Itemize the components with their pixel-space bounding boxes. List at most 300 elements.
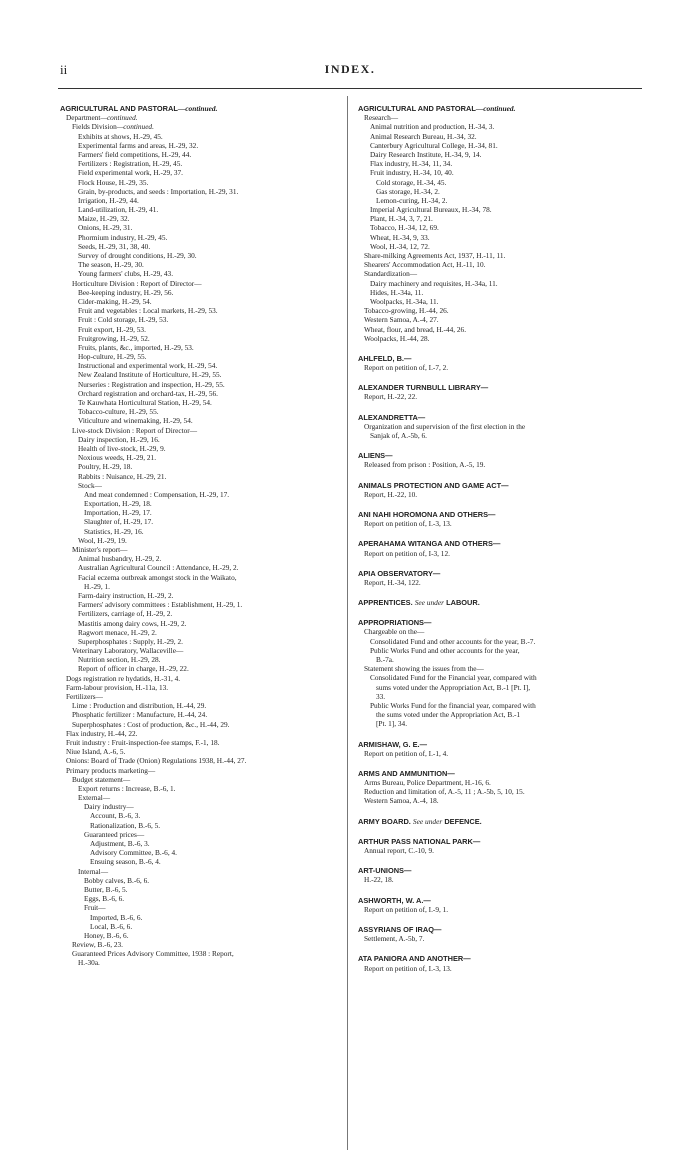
- index-entry: [358, 269, 648, 278]
- entry-text: Bobby calves, B.-6, 6.: [84, 875, 150, 885]
- heading-text: ANI NAHI HOROMONA AND OTHERS—: [358, 509, 496, 519]
- entry-text: Te Kauwhata Horticultural Station, H.-29, 54.: [78, 398, 212, 407]
- index-entry: [60, 775, 340, 784]
- entry-text: Grain, by-products, and seeds : Importation, H.-29, 31.: [78, 186, 239, 196]
- entry-gap: [358, 607, 648, 618]
- index-entry: [60, 315, 340, 324]
- index-entry: [358, 187, 648, 196]
- entry-text: Wool, H.-29, 19.: [78, 535, 127, 545]
- entry-text: Report, H.-34, 122.: [364, 577, 421, 587]
- entry-text: Facial eczema outbreak amongst stock in the Waikato,: [78, 572, 237, 582]
- entry-text: Tobacco-growing, H.-44, 26.: [364, 306, 449, 316]
- entry-text: Fruit industry, H.-34, 10, 40.: [370, 168, 454, 178]
- entry-text: Seeds, H.-29, 31, 38, 40.: [78, 241, 151, 251]
- index-entry: [60, 563, 340, 572]
- entry-text: Review, B.-6, 23.: [72, 940, 124, 950]
- index-entry: [358, 214, 648, 223]
- index-entry: [60, 416, 340, 425]
- index-entry: [358, 787, 648, 796]
- entry-text: Viticulture and winemaking, H.-29, 54.: [78, 416, 193, 426]
- entry-text: Rabbits : Nuisance, H.-29, 21.: [78, 471, 167, 481]
- index-entry: [60, 545, 340, 554]
- index-entry: [358, 325, 648, 334]
- index-heading: [358, 539, 648, 548]
- entry-text: Health of live-stock, H.-29, 9.: [78, 443, 166, 453]
- entry-text: Onions, H.-29, 31.: [78, 223, 133, 233]
- heading-text: APIA OBSERVATORY—: [358, 568, 441, 578]
- entry-text: Gas storage, H.-34, 2.: [376, 186, 440, 196]
- entry-gap: [358, 855, 648, 866]
- entry-text: Noxious weeds, H.-29, 21.: [78, 453, 157, 463]
- entry-text: Lime : Production and distribution, H.-44, 29.: [72, 701, 207, 711]
- entry-gap: [358, 758, 648, 769]
- index-entry: [60, 913, 340, 922]
- entry-gap: [358, 729, 648, 740]
- index-entry: [60, 398, 340, 407]
- index-entry: [60, 453, 340, 462]
- entry-text: Fruits, plants, &c., imported, H.-29, 53.: [78, 342, 194, 352]
- entry-text: Public Works Fund and other accounts for the year,: [370, 645, 520, 655]
- entry-text: Wheat, flour, and bread, H.-44, 26.: [364, 324, 467, 334]
- entry-text: [Pt. 1], 34.: [376, 719, 408, 729]
- entry-text: Statistics, H.-29, 16.: [84, 526, 144, 536]
- continued-label: —continued.: [177, 104, 218, 113]
- index-heading: [358, 896, 648, 905]
- index-entry: [60, 370, 340, 379]
- entry-gap: [358, 402, 648, 413]
- index-entry: [358, 710, 648, 719]
- entry-text: Animal husbandry, H.-29, 2.: [78, 554, 162, 564]
- column-divider: [347, 96, 348, 1150]
- page-title: INDEX.: [324, 62, 376, 76]
- entry-text: Fertilizers—: [66, 692, 103, 701]
- index-entry: [60, 876, 340, 885]
- entry-text: Imported, B.-6, 6.: [90, 912, 143, 922]
- entry-gap: [358, 943, 648, 954]
- index-entry: [60, 710, 340, 719]
- heading-text: APERAHAMA WITANGA AND OTHERS—: [358, 539, 501, 549]
- entry-text: Butter, B.-6, 5.: [84, 884, 128, 894]
- entry-text: Primary products marketing—: [66, 765, 156, 775]
- entry-text: Dairy Research Institute, H.-34, 9, 14.: [370, 149, 482, 159]
- entry-text: Mastitis among dairy cows, H.-29, 2.: [78, 618, 187, 628]
- index-entry: [60, 168, 340, 177]
- entry-text: Stock—: [78, 480, 102, 490]
- index-entry: [60, 885, 340, 894]
- index-entry: [60, 462, 340, 471]
- index-entry: [358, 122, 648, 131]
- index-entry: [358, 934, 648, 943]
- entry-text: Organization and supervision of the first election in the: [364, 421, 526, 431]
- entry-text: Farmers' advisory committees : Establishment, H.-29, 1.: [78, 600, 243, 610]
- page-header: [0, 0, 700, 90]
- entry-text: Report on petition of, I.-7, 2.: [364, 363, 449, 373]
- index-entry: [60, 931, 340, 940]
- index-entry: [60, 958, 340, 967]
- index-entry: [60, 196, 340, 205]
- page-number: ii: [60, 62, 68, 77]
- heading-text: ASSYRIANS OF IRAQ—: [358, 924, 442, 934]
- entry-text: Australian Agricultural Council : Attendance, H.-29, 2.: [78, 563, 239, 573]
- index-entry: [358, 422, 648, 431]
- index-entry: [60, 536, 340, 545]
- entry-text: Fruit industry : Fruit-inspection-fee stamps, F.-1, 18.: [66, 737, 220, 747]
- entry-text: Fruitgrowing, H.-29, 52.: [78, 333, 150, 343]
- index-entry: [60, 260, 340, 269]
- entry-text: Horticulture Division : Report of Director—: [72, 278, 202, 288]
- entry-gap: [358, 914, 648, 925]
- index-entry: [60, 802, 340, 811]
- index-entry: [60, 940, 340, 949]
- index-entry: [60, 242, 340, 251]
- entry-gap: [358, 372, 648, 383]
- index-entry: [60, 628, 340, 637]
- index-entry: [60, 701, 340, 710]
- index-entry: [60, 325, 340, 334]
- index-entry: [60, 499, 340, 508]
- index-heading: [358, 817, 648, 826]
- entry-text: The season, H.-29, 30.: [78, 260, 144, 270]
- index-entry: [60, 214, 340, 223]
- index-entry: [60, 426, 340, 435]
- index-heading: [358, 481, 648, 490]
- index-entry: [358, 392, 648, 401]
- index-entry: [60, 600, 340, 609]
- entry-text: Orchard registration and orchard-tax, H.-29, 56.: [78, 388, 219, 398]
- continued-label: —continued.: [100, 113, 138, 123]
- index-entry: [60, 720, 340, 729]
- index-entry: [60, 766, 340, 775]
- entry-text: Farm-dairy instruction, H.-29, 2.: [78, 590, 174, 600]
- entry-text: Plant, H.-34, 3, 7, 21.: [370, 214, 433, 224]
- heading-text: ALEXANDRETTA—: [358, 412, 426, 422]
- index-entry: [358, 141, 648, 150]
- index-heading: [358, 954, 648, 963]
- heading-text: ARMISHAW, G. E.—: [358, 739, 427, 749]
- entry-gap: [358, 826, 648, 837]
- entry-text: Farm-labour provision, H.-11a, 13.: [66, 682, 169, 692]
- index-entry: [60, 857, 340, 866]
- entry-text: Report, H.-22, 22.: [364, 392, 418, 402]
- index-column-left: [60, 104, 340, 968]
- entry-text: Irrigation, H.-29, 44.: [78, 195, 139, 205]
- index-entry: [60, 738, 340, 747]
- entry-text: Onions: Board of Trade (Onion) Regulations 1938, H.-44, 27.: [66, 756, 247, 766]
- entry-text: Standardization—: [364, 269, 418, 279]
- entry-text: Nurseries : Registration and inspection, H.-29, 55.: [78, 379, 225, 389]
- continued-label: —continued.: [116, 122, 154, 132]
- index-entry: [60, 637, 340, 646]
- index-entry: [358, 288, 648, 297]
- entry-text: sums voted under the Appropriation Act, B.-1 [Pt. I],: [376, 682, 531, 692]
- heading-text: APPRENTICES.: [358, 598, 413, 608]
- index-entry: [358, 549, 648, 558]
- entry-text: Lemon-curing, H.-34, 2.: [376, 195, 448, 205]
- index-entry: [358, 655, 648, 664]
- index-entry: [358, 719, 648, 728]
- entry-text: Budget statement—: [72, 774, 131, 784]
- index-entry: [358, 778, 648, 787]
- heading-text: ASHWORTH, W. A.—: [358, 895, 431, 905]
- index-heading: [358, 451, 648, 460]
- entry-text: Fruit and vegetables : Local markets, H.-29, 53.: [78, 306, 218, 316]
- index-entry: [60, 380, 340, 389]
- entry-text: Consolidated Fund and other accounts for the year, B.-7.: [370, 636, 536, 646]
- entry-text: Rationalization, B.-6, 5.: [90, 820, 161, 830]
- entry-text: Annual report, C.-10, 9.: [364, 846, 434, 855]
- index-entry: [60, 361, 340, 370]
- index-entry: [358, 178, 648, 187]
- index-entry: [358, 664, 648, 673]
- entry-text: Survey of drought conditions, H.-29, 30.: [78, 251, 197, 260]
- index-entry: [60, 609, 340, 618]
- index-entry: [60, 352, 340, 361]
- entry-text: Hides, H.-34a, 11.: [370, 287, 424, 297]
- index-entry: [358, 315, 648, 324]
- index-entry: [60, 949, 340, 958]
- continued-label: —continued.: [475, 104, 516, 113]
- entry-text: Slaughter of, H.-29, 17.: [84, 517, 154, 527]
- index-heading: [358, 837, 648, 846]
- entry-text: the sums voted under the Appropriation Act, B.-1: [376, 710, 521, 720]
- index-entry: [358, 964, 648, 973]
- index-entry: [358, 223, 648, 232]
- index-heading: [358, 413, 648, 422]
- index-entry: [60, 830, 340, 839]
- index-entry: [60, 573, 340, 582]
- index-entry: [60, 233, 340, 242]
- entry-text: Poultry, H.-29, 18.: [78, 462, 133, 472]
- index-entry: [60, 178, 340, 187]
- index-heading: [358, 354, 648, 363]
- cross-reference: LABOUR.: [446, 598, 480, 608]
- heading-text: ART-UNIONS—: [358, 866, 412, 876]
- index-entry: [60, 334, 340, 343]
- entry-text: Public Works Fund for the financial year, compared with: [370, 700, 536, 710]
- entry-text: Wheat, H.-34, 9, 33.: [370, 232, 430, 242]
- index-entry: [60, 141, 340, 150]
- index-entry: [60, 674, 340, 683]
- index-entry: [60, 269, 340, 278]
- index-heading: [358, 740, 648, 749]
- entry-text: Fruit : Cold storage, H.-29, 53.: [78, 315, 169, 325]
- index-entry: [60, 517, 340, 526]
- entry-text: Land-utilization, H.-29, 41.: [78, 205, 159, 215]
- index-entry: [358, 132, 648, 141]
- index-entry: [60, 619, 340, 628]
- entry-gap: [358, 470, 648, 481]
- index-entry: [60, 187, 340, 196]
- entry-text: Fertilizers : Registration, H.-29, 45.: [78, 159, 183, 169]
- index-entry: [358, 701, 648, 710]
- index-entry: [60, 811, 340, 820]
- entry-text: Shearers' Accommodation Act, H.-11, 10.: [364, 260, 486, 270]
- entry-text: H.-29, 1.: [84, 581, 110, 591]
- entry-text: And meat condemned : Compensation, H.-29, 17.: [84, 489, 230, 499]
- entry-text: Consolidated Fund for the Financial year, compared with: [370, 673, 537, 683]
- heading-text: AHLFELD, B.—: [358, 353, 412, 363]
- entry-text: Advisory Committee, B.-6, 4.: [90, 848, 177, 858]
- index-heading: [60, 104, 340, 113]
- index-entry: [358, 637, 648, 646]
- index-entry: [60, 848, 340, 857]
- entry-text: Report on petition of, I-3, 12.: [364, 548, 450, 558]
- entry-text: Veterinary Laboratory, Wallaceville—: [72, 646, 184, 656]
- index-entry: [358, 251, 648, 260]
- entry-text: Superphosphates : Supply, H.-29, 2.: [78, 636, 183, 646]
- heading-text: AGRICULTURAL AND PASTORAL: [60, 104, 178, 113]
- see-under-label: See under: [414, 598, 445, 608]
- index-entry: [358, 875, 648, 884]
- entry-text: Report on petition of, I.-9, 1.: [364, 904, 449, 914]
- entry-text: Bee-keeping industry, H.-29, 56.: [78, 287, 174, 297]
- index-entry: [60, 132, 340, 141]
- entry-gap: [358, 587, 648, 598]
- index-entry: [358, 233, 648, 242]
- entry-text: Superphosphates : Cost of production, &c., H.-44, 29.: [72, 719, 230, 729]
- header-rule: [58, 88, 642, 89]
- index-entry: [60, 389, 340, 398]
- entry-gap: [358, 440, 648, 451]
- index-heading: [358, 598, 648, 607]
- index-entry: [358, 297, 648, 306]
- entry-text: Report on petition of, I.-3, 13.: [364, 963, 452, 973]
- index-entry: [60, 839, 340, 848]
- entry-text: Hop-culture, H.-29, 55.: [78, 352, 147, 362]
- index-heading: [358, 925, 648, 934]
- index-entry: [60, 756, 340, 765]
- index-entry: [358, 260, 648, 269]
- index-entry: [60, 490, 340, 499]
- entry-text: New Zealand Institute of Horticulture, H.-29, 55.: [78, 370, 222, 380]
- index-entry: [60, 554, 340, 563]
- index-heading: [358, 618, 648, 627]
- entry-text: Fruit export, H.-29, 53.: [78, 324, 146, 334]
- entry-text: Internal—: [78, 866, 108, 876]
- entry-text: Phormium industry, H.-29, 45.: [78, 232, 168, 242]
- index-entry: [60, 223, 340, 232]
- entry-text: Woolpacks, H.-44, 28.: [364, 333, 430, 343]
- heading-text: ATA PANIORA AND ANOTHER—: [358, 954, 471, 964]
- entry-text: Fertilizers, carriage of, H.-29, 2.: [78, 609, 173, 619]
- entry-text: Statement showing the issues from the—: [364, 664, 484, 674]
- index-entry: [60, 113, 340, 122]
- index-entry: [60, 508, 340, 517]
- entry-text: Canterbury Agricultural College, H.-34, 81.: [370, 140, 498, 150]
- index-entry: [60, 683, 340, 692]
- index-entry: [60, 472, 340, 481]
- index-entry: [358, 749, 648, 758]
- entry-text: Report of officer in charge, H.-29, 22.: [78, 664, 189, 674]
- entry-text: Dairy inspection, H.-29, 16.: [78, 434, 160, 444]
- entry-text: Sanjak of, A.-5b, 6.: [370, 431, 427, 440]
- index-entry: [358, 196, 648, 205]
- entry-text: Honey, B.-6, 6.: [84, 930, 129, 940]
- entry-gap: [358, 343, 648, 354]
- entry-text: External—: [78, 793, 111, 803]
- index-entry: [358, 519, 648, 528]
- index-heading: [358, 104, 648, 113]
- entry-text: Minister's report—: [72, 545, 128, 554]
- index-entry: [358, 692, 648, 701]
- index-entry: [358, 905, 648, 914]
- entry-text: Tobacco-culture, H.-29, 55.: [78, 407, 159, 417]
- index-entry: [358, 490, 648, 499]
- entry-text: Young farmers' clubs, H.-29, 43.: [78, 269, 174, 279]
- heading-text: ALEXANDER TURNBULL LIBRARY—: [358, 383, 489, 393]
- index-entry: [358, 646, 648, 655]
- index-entry: [358, 150, 648, 159]
- entry-text: Eggs, B.-6, 6.: [84, 894, 125, 904]
- entry-text: Experimental farms and areas, H.-29, 32.: [78, 140, 199, 150]
- entry-text: Local, B.-6, 6.: [90, 921, 133, 931]
- entry-text: Animal Research Bureau, H.-34, 32.: [370, 131, 477, 141]
- entry-gap: [358, 558, 648, 569]
- entry-text: Guaranteed prices—: [84, 829, 145, 839]
- index-heading: [358, 383, 648, 392]
- entry-text: Chargeable on the—: [364, 627, 425, 637]
- heading-text: ARMY BOARD.: [358, 816, 411, 826]
- entry-text: Live-stock Division : Report of Director—: [72, 425, 198, 435]
- entry-text: Niue Island, A.-6, 5.: [66, 747, 126, 757]
- heading-text: ALIENS—: [358, 451, 393, 461]
- entry-text: H.-30a.: [78, 958, 100, 968]
- index-entry: [358, 796, 648, 805]
- index-entry: [60, 122, 340, 131]
- index-entry: [358, 683, 648, 692]
- entry-text: Woolpacks, H.-34a, 11.: [370, 296, 439, 306]
- entry-text: Dairy industry—: [84, 802, 134, 812]
- entry-text: Imperial Agricultural Bureaux, H.-34, 78.: [370, 205, 492, 215]
- index-entry: [358, 846, 648, 855]
- entry-text: Settlement, A.-5b, 7.: [364, 934, 425, 944]
- entry-text: Instructional and experimental work, H.-29, 54.: [78, 361, 218, 371]
- entry-text: Released from prison : Position, A.-5, 19.: [364, 460, 486, 470]
- index-entry: [60, 343, 340, 352]
- entry-gap: [358, 528, 648, 539]
- entry-text: Nutrition section, H.-29, 28.: [78, 655, 161, 665]
- heading-text: AGRICULTURAL AND PASTORAL: [358, 104, 476, 113]
- heading-text: ARTHUR PASS NATIONAL PARK—: [358, 836, 481, 846]
- index-entry: [60, 894, 340, 903]
- index-entry: [358, 431, 648, 440]
- index-entry: [60, 784, 340, 793]
- index-heading: [358, 569, 648, 578]
- entry-text: Farmers' field competitions, H.-29, 44.: [78, 149, 192, 159]
- index-entry: [60, 655, 340, 664]
- entry-text: Export returns : Increase, B.-6, 1.: [78, 783, 176, 793]
- index-heading: [358, 866, 648, 875]
- index-entry: [60, 481, 340, 490]
- entry-text: Share-milking Agreements Act, 1937, H.-11, 11.: [364, 251, 506, 260]
- index-entry: [358, 306, 648, 315]
- see-under-label: See under: [412, 816, 443, 826]
- index-entry: [60, 279, 340, 288]
- entry-text: Phosphatic fertilizer : Manufacture, H.-44, 24.: [72, 710, 208, 720]
- entry-text: Cider-making, H.-29, 54.: [78, 296, 152, 306]
- index-entry: [60, 747, 340, 756]
- index-entry: [358, 159, 648, 168]
- entry-text: Report on petition of, I.-1, 4.: [364, 748, 449, 758]
- entry-text: Exportation, H.-29, 18.: [84, 499, 152, 509]
- index-heading: [358, 510, 648, 519]
- entry-text: Flax industry, H.-44, 22.: [66, 728, 138, 738]
- index-entry: [358, 673, 648, 682]
- index-entry: [60, 729, 340, 738]
- entry-text: Guaranteed Prices Advisory Committee, 1938 : Report,: [72, 949, 234, 959]
- index-entry: [60, 527, 340, 536]
- entry-text: Western Samoa, A.-4, 27.: [364, 315, 439, 325]
